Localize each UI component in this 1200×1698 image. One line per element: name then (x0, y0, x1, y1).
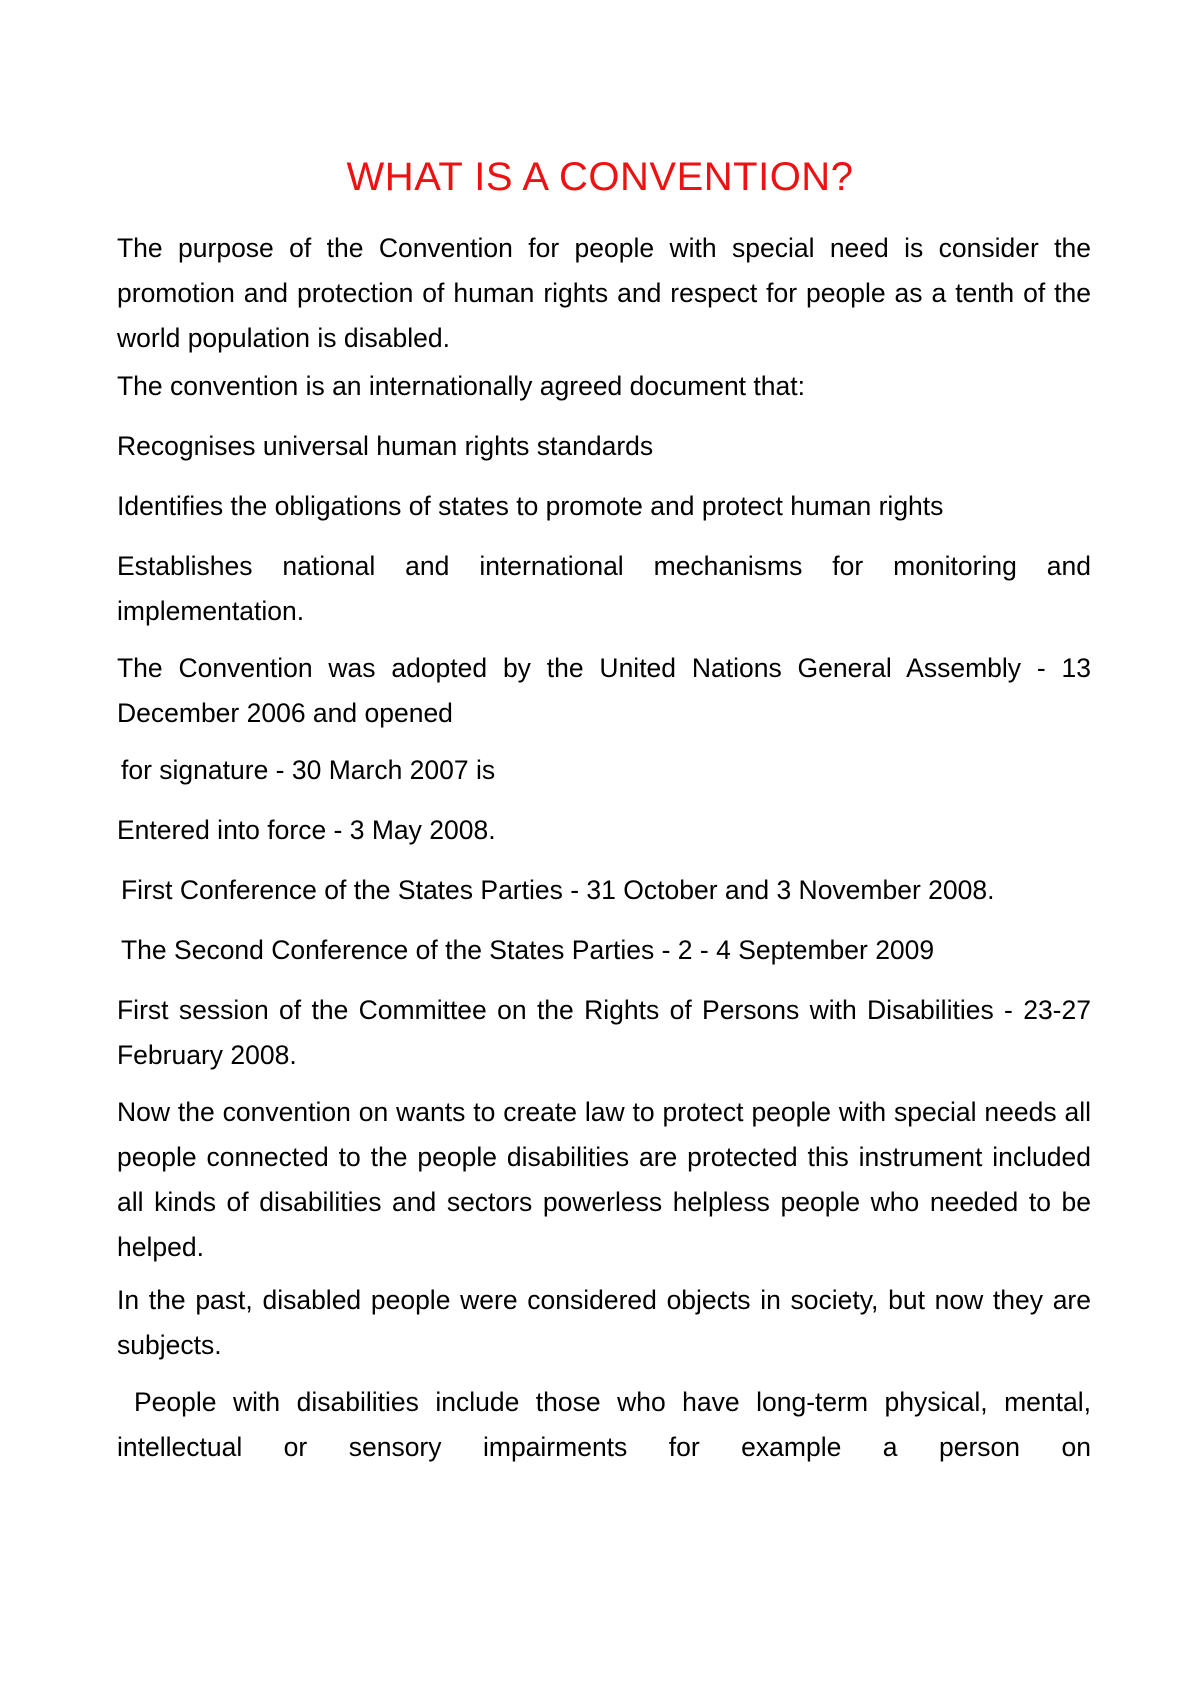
list-item-recognises: Recognises universal human rights standards (117, 431, 654, 461)
paragraph-second-conference: The Second Conference of the States Parties - 2 - 4 September 2009 (121, 935, 935, 965)
paragraph-past: In the past, disabled people were considered objects in society, but now they are subjects. (117, 1285, 1091, 1360)
paragraph-people-disabilities: People with disabilities include those who have long-term physical, mental, intellectual or sensory impairments for example a person on (117, 1387, 1091, 1462)
paragraph-adopted: The Convention was adopted by the United Nations General Assembly - 13 December 2006 and opened (117, 653, 1091, 728)
list-item-identifies: Identifies the obligations of states to promote and protect human rights (117, 491, 944, 521)
document-title: WHAT IS A CONVENTION? (346, 155, 854, 199)
list-item-establishes: Establishes national and international mechanisms for monitoring and implementation. (117, 551, 1091, 626)
paragraph-purpose: The purpose of the Convention for people with special need is consider the promotion and protection of human rights and respect for people as a tenth of the world population is disabled. (117, 233, 1091, 353)
paragraph-intro: The convention is an internationally agreed document that: (117, 371, 805, 401)
paragraph-first-conference: First Conference of the States Parties - 31 October and 3 November 2008. (121, 875, 995, 905)
paragraph-first-session: First session of the Committee on the Rights of Persons with Disabilities - 23-27 February 2008. (117, 995, 1091, 1070)
paragraph-law: Now the convention on wants to create law to protect people with special needs all people connected to the people disabilities are protected this instrument included all kinds of disabilities and sectors powerless helpless people who needed to be helped. (117, 1097, 1091, 1262)
paragraph-signature: for signature - 30 March 2007 is (121, 755, 496, 785)
paragraph-entered-force: Entered into force - 3 May 2008. (117, 815, 496, 845)
